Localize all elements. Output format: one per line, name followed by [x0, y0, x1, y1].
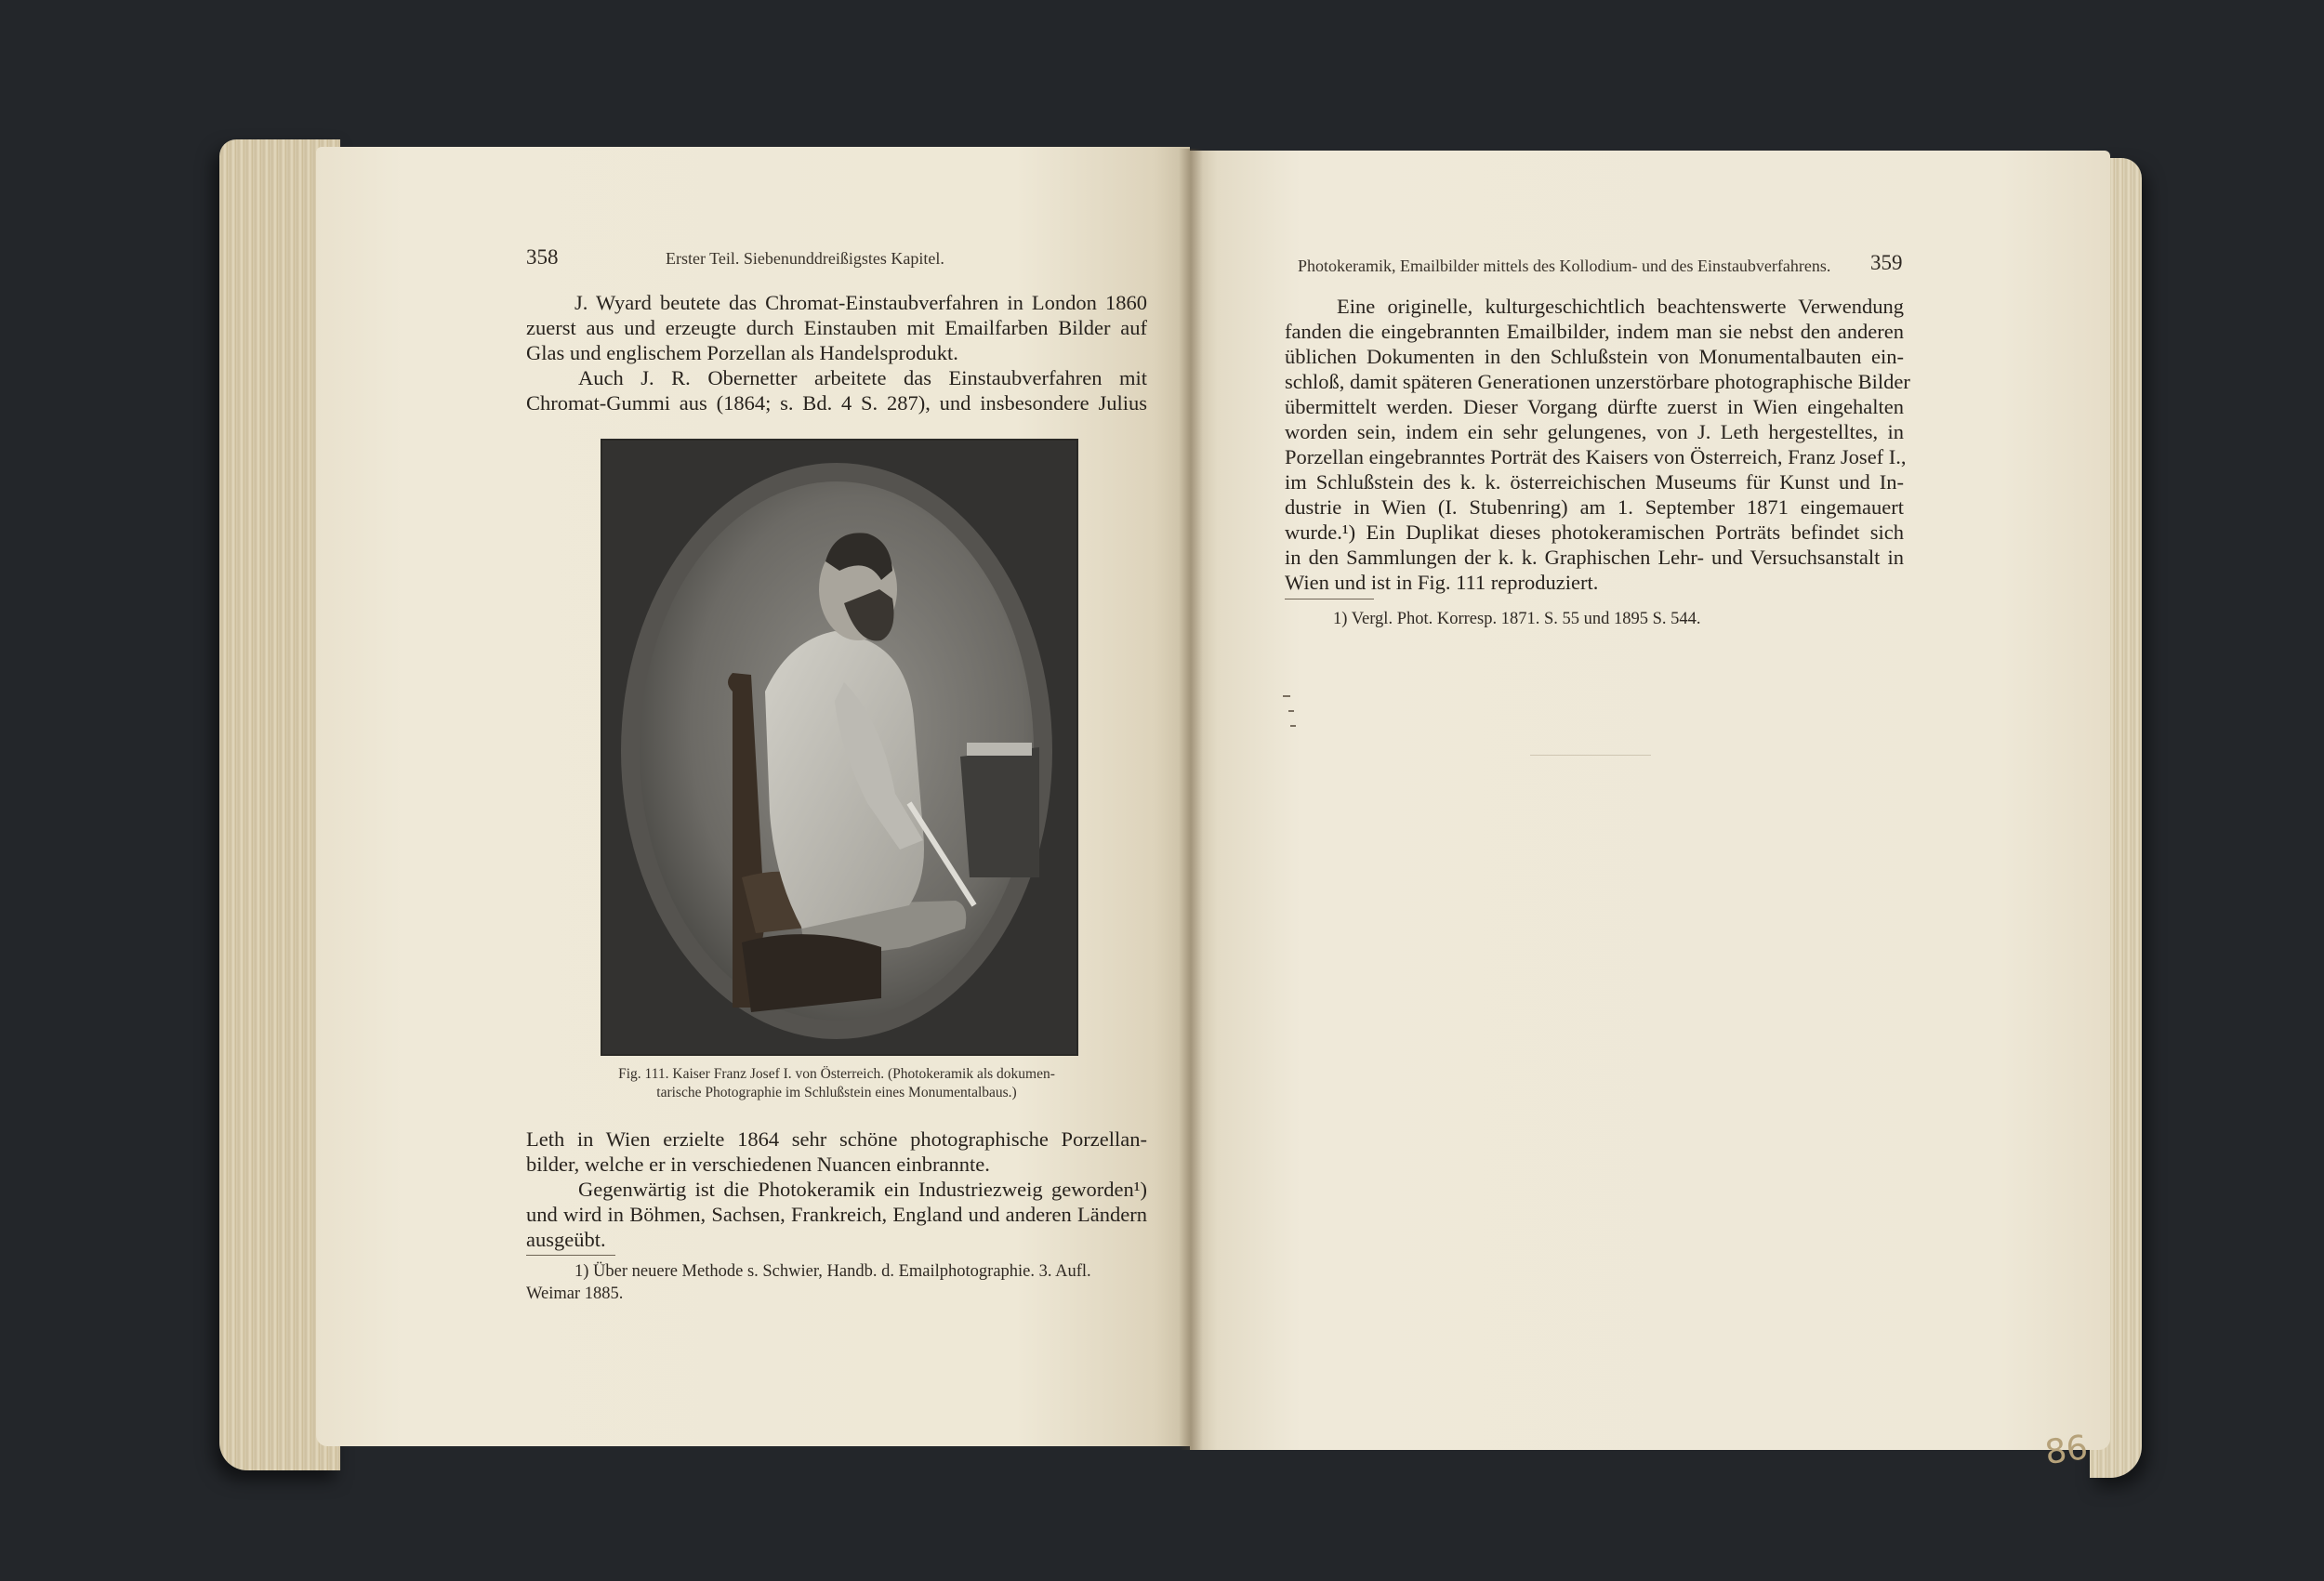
caption-line: Fig. 111. Kaiser Franz Josef I. von Österreich. (Photokeramik als dokumen- [618, 1066, 1055, 1082]
text-line: wurde.¹) Ein Duplikat dieses photokeramischen Porträts befindet sich [1285, 520, 1904, 544]
text-line: üblichen Dokumenten in den Schlußstein von Monumentalbauten ein- [1285, 345, 1904, 368]
text-line: ausgeübt. [526, 1228, 606, 1251]
text-line: J. Wyard beutete das Chromat-Einstaubverfahren in London 1860 [574, 291, 1147, 314]
text-line: bilder, welche er in verschiedenen Nuancen einbrannte. [526, 1153, 990, 1176]
caption-line: tarische Photographie im Schlußstein eines Monumentalbaus.) [656, 1085, 1017, 1100]
text-line: Auch J. R. Obernetter arbeitete das Einstaubverfahren mit [578, 366, 1147, 389]
margin-mark [1290, 725, 1296, 727]
text-line: Porzellan eingebranntes Porträt des Kaisers von Österreich, Franz Josef I., [1285, 445, 1907, 468]
margin-mark [1283, 695, 1290, 697]
left-paragraph-4 [526, 1177, 1147, 1252]
left-paragraph-2 [526, 365, 1147, 415]
text-line: Wien und ist in Fig. 111 reproduziert. [1285, 571, 1599, 594]
footnote-line: Weimar 1885. [526, 1285, 624, 1303]
left-paragraph-3 [526, 1126, 1147, 1177]
text-line: und wird in Böhmen, Sachsen, Frankreich, England und anderen Ländern [526, 1203, 1147, 1226]
footnote-rule-left [526, 1255, 615, 1256]
text-line: fanden die eingebrannten Emailbilder, indem man sie nebst den anderen [1285, 320, 1904, 343]
text-line: schloß, damit späteren Generationen unzerstörbare photographische Bilder [1285, 370, 1910, 393]
margin-mark [1288, 710, 1294, 712]
right-paragraph-1 [1285, 294, 1910, 595]
running-head-right: Photokeramik, Emailbilder mittels des Kollodium- und des Einstaubverfahrens. [1298, 257, 1831, 275]
text-line: in den Sammlungen der k. k. Graphischen Lehr- und Versuchsanstalt in [1285, 546, 1904, 569]
text-line: Glas und englischem Porzellan als Handelsprodukt. [526, 341, 958, 364]
text-line: Leth in Wien erzielte 1864 sehr schöne photographische Porzellan- [526, 1127, 1147, 1151]
book-gutter [1179, 149, 1203, 1450]
footnote-line: 1) Über neuere Methode s. Schwier, Handb. d. Emailphotographie. 3. Aufl. [574, 1262, 1091, 1281]
page-number-left: 358 [526, 245, 559, 269]
pencil-page-mark: 86 [2042, 1429, 2091, 1472]
figure-111-portrait [601, 439, 1078, 1056]
text-line: Gegenwärtig ist die Photokeramik ein Industriezweig geworden¹) [578, 1178, 1147, 1201]
footnote-left [526, 1260, 1147, 1305]
portrait-photograph [602, 441, 1076, 1054]
text-line: im Schlußstein des k. k. österreichischen Museums für Kunst und In- [1285, 470, 1904, 494]
text-line: übermittelt werden. Dieser Vorgang dürfte zuerst in Wien eingehalten [1285, 395, 1904, 418]
running-head-left: Erster Teil. Siebenunddreißigstes Kapitel. [666, 249, 944, 268]
text-line: Chromat-Gummi aus (1864; s. Bd. 4 S. 287), und insbesondere Julius [526, 391, 1147, 415]
left-paragraph-1 [526, 290, 1147, 365]
text-line: zuerst aus und erzeugte durch Einstauben mit Emailfarben Bilder auf [526, 316, 1147, 339]
faint-rule [1530, 755, 1651, 756]
text-line: Eine originelle, kulturgeschichtlich beachtenswerte Verwendung [1337, 295, 1904, 318]
page-number-right: 359 [1870, 251, 1903, 274]
figure-caption [530, 1065, 1143, 1102]
text-line: dustrie in Wien (I. Stubenring) am 1. September 1871 eingemauert [1285, 495, 1904, 519]
footnote-right: 1) Vergl. Phot. Korresp. 1871. S. 55 und 1895 S. 544. [1333, 610, 1701, 628]
text-line: worden sein, indem ein sehr gelungenes, von J. Leth hergestelltes, in [1285, 420, 1904, 443]
